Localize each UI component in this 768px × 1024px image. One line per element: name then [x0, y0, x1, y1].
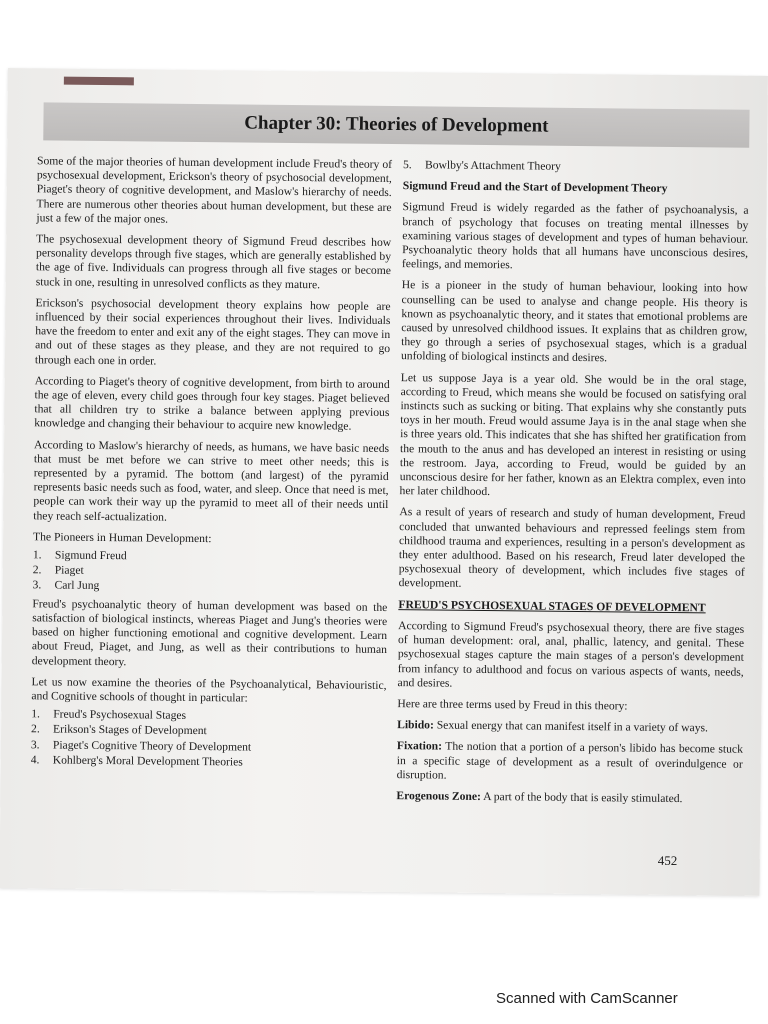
pioneers-list: [33, 548, 388, 596]
list-item: 2. Piaget: [32, 563, 84, 578]
paragraph-maslow: According to Maslow's hierarchy of needs, as humans, we have basic needs that must be met before we can strive to meet other needs; this is represented by a pyramid. The bottom (and largest) of the pyramid represents basic needs such as food, water, and sleep. Once that need is met, people can work their way up the pyramid to meet all of their needs until they reach self-actualization.: [33, 437, 390, 524]
page-tab-marker: [64, 77, 134, 86]
paragraph-piaget: According to Piaget's theory of cognitive development, from birth to around the age of eleven, every child goes through four key stages. Piaget believed that all children try to strike a balance between applying previous knowledge and changing their behaviour to acquire new knowledge.: [34, 374, 390, 434]
paragraph-intro: Some of the major theories of human development include Freud's theory of psychosexual development, Erickson's theory of psychosocial development, Piaget's theory of cognitive development, and Maslow's hierarchy of needs. There are numerous other theories about human development, but these are just a few of the major ones.: [36, 154, 393, 226]
pioneers-heading: The Pioneers in Human Development:: [33, 530, 212, 546]
list-item: 3. Piaget's Cognitive Theory of Development: [30, 737, 252, 754]
list-item: 1. Freud's Psychosexual Stages: [31, 707, 187, 723]
paragraph-erickson: Erickson's psychosocial development theory explains how people are influenced by their social experiences throughout their lives. Individuals have the freedom to enter and exit any of the eight stages. They can move in and out of these stages as they please, and they are not required to go through each one in order.: [34, 296, 391, 368]
theories-list: [31, 707, 387, 771]
left-column: [31, 154, 392, 775]
chapter-title-bar: [43, 102, 749, 147]
paragraph-schools: Let us now examine the theories of the Psychoanalytical, Behaviouristic, and Cognitive schools of thought in particular:: [31, 674, 387, 705]
paragraph-freud-conclusion: As a result of years of research and study of human development, Freud concluded that unwanted behaviours and repressed feelings stem from childhood trauma and experiences, resulting in a person's development as they enter adulthood. Based on his research, Freud later developed the psychosexual theory of development, which includes five stages of development.: [398, 505, 746, 591]
paragraph-freud-pioneer: He is a pioneer in the study of human behaviour, looking into how counselling can be used to analyse and change people. His theory is known as psychoanalytic theory, and it states that emotional problems are caused by unresolved childhood issues. It explains that as children grow, they go through a series of psychosexual stages, which is a gradual unfolding of biological instincts and desires.: [400, 278, 748, 365]
chapter-title: Chapter 30: Theories of Development: [244, 112, 549, 137]
paragraph-freud-father: Sigmund Freud is widely regarded as the father of psychoanalysis, a branch of psychology that focuses on treating mental illnesses by examining various stages of development and types of human behaviour. Psychoanalytic theory holds that all humans have unconscious desires, feelings, and memories.: [401, 200, 749, 272]
list-item: 4. Kohlberg's Moral Development Theories: [30, 752, 243, 769]
term-erogenous-zone: Erogenous Zone: A part of the body that is easily stimulated.: [396, 789, 683, 806]
theories-list-continued: [403, 158, 749, 176]
list-item: 3. Carl Jung: [32, 578, 100, 593]
page-number: 452: [657, 852, 678, 869]
paragraph-terms-intro: Here are three terms used by Freud in this theory:: [397, 697, 628, 713]
list-item: 1. Sigmund Freud: [32, 548, 127, 563]
term-fixation: Fixation: The notion that a portion of a person's libido has become stuck in a specific stage of development as a result of overindulgence or disruption.: [396, 739, 743, 782]
list-item: 5. Bowlby's Attachment Theory: [402, 158, 561, 173]
term-libido: Libido: Sexual energy that can manifest itself in a variety of ways.: [397, 718, 709, 735]
paragraph-jaya-example: Let us suppose Jaya is a year old. She would be in the oral stage, according to Freud, which means she would be focused on satisfying oral instincts such as sucking or biting. That explains why she constantly puts toys in her mouth. Freud would assume Jaya is in the anal stage when she is three years old. This indicates that she has shifted her gratification from the mouth to the anus and has developed an interest in resisting or using the restroom. Jaya, according to Freud, would be guided by an unconscious desire for her father, known as an Elektra complex, even into her later childhood.: [399, 370, 747, 499]
paragraph-pioneers-summary: Freud's psychoanalytic theory of human development was based on the satisfaction of biological instincts, whereas Piaget and Jung's theories were based on higher functioning emotional and cognitive development. Learn about Freud, Piaget, and Jung, as well as their contributions to human development theory.: [31, 596, 388, 668]
section-heading-freud: Sigmund Freud and the Start of Development Theory: [402, 179, 668, 196]
list-item: 2. Erikson's Stages of Development: [31, 722, 207, 738]
paragraph-stages: According to Sigmund Freud's psychosexual theory, there are five stages of human development: oral, anal, phallic, latency, and genital. These psychosexual stages capture the main stages of a person's development from infancy to adulthood and focus on various aspects of wants, needs, and desires.: [397, 619, 745, 690]
book-page: [0, 68, 768, 896]
right-column: [396, 158, 749, 814]
camscanner-watermark: Scanned with CamScanner: [496, 990, 678, 1007]
section-heading-stages: FREUD'S PSYCHOSEXUAL STAGES OF DEVELOPMENT: [398, 597, 706, 615]
paragraph-freud-psychosexual: The psychosexual development theory of Sigmund Freud describes how personality develops through five stages, which are generally established by the age of five. Individuals can progress through all five stages or become stuck in one, resulting in unresolved conflicts as they mature.: [35, 232, 392, 291]
